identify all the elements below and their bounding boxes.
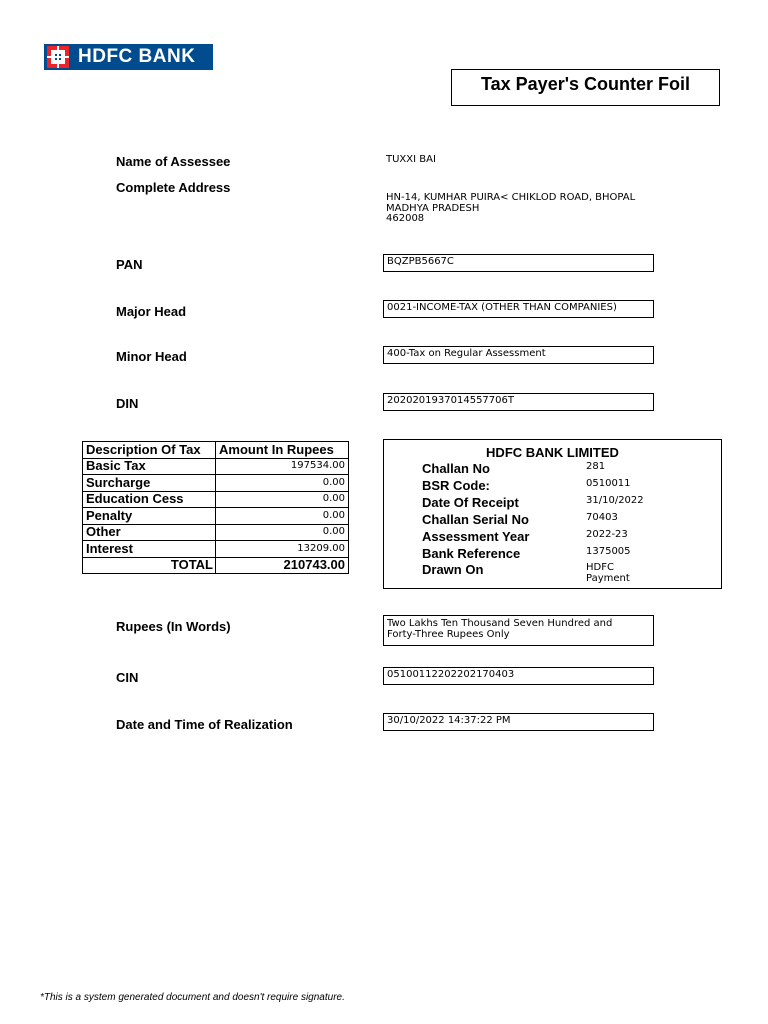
bank-row-challan-no	[422, 461, 722, 478]
drawn-on-line: HDFC	[586, 562, 614, 573]
table-row	[83, 475, 349, 492]
bank-row-label: Challan Serial No	[422, 512, 529, 527]
bank-row-value: 31/10/2022	[586, 495, 644, 506]
assessee-value: TUXXI BAI	[386, 154, 436, 165]
tax-label: Other	[83, 524, 216, 541]
address-label: Complete Address	[116, 180, 231, 195]
counter-foil-title-box	[451, 69, 720, 106]
table-total-row	[83, 557, 349, 574]
cin-value: 05100112202202170403	[383, 667, 654, 685]
tax-amount: 0.00	[216, 491, 349, 508]
cin-label: CIN	[116, 670, 139, 685]
table-header-row	[83, 442, 349, 459]
tax-amount: 0.00	[216, 475, 349, 492]
tax-table	[82, 441, 349, 574]
din-value: 2020201937014557706T	[383, 393, 654, 411]
tax-label: Education Cess	[83, 491, 216, 508]
bank-row-drawn-on	[422, 562, 722, 588]
pan-value: BQZPB5667C	[383, 254, 654, 272]
assessee-label: Name of Assessee	[116, 154, 231, 169]
tax-label: Interest	[83, 541, 216, 558]
major-head-value: 0021-INCOME-TAX (OTHER THAN COMPANIES)	[383, 300, 654, 318]
tax-amount: 0.00	[216, 508, 349, 525]
rupees-words-line: Two Lakhs Ten Thousand Seven Hundred and	[387, 618, 613, 629]
table-row	[83, 524, 349, 541]
tax-label: Basic Tax	[83, 458, 216, 475]
bank-row-value: 0510011	[586, 478, 631, 489]
bank-row-challan-serial	[422, 512, 722, 529]
address-line: HN-14, KUMHAR PUIRA< CHIKLOD ROAD, BHOPAL	[386, 192, 636, 203]
realization-value: 30/10/2022 14:37:22 PM	[383, 713, 654, 731]
bank-row-bsr-code	[422, 478, 722, 495]
bank-row-value: 1375005	[586, 546, 631, 557]
bank-row-label: Challan No	[422, 461, 490, 476]
minor-head-label: Minor Head	[116, 349, 187, 364]
table-row	[83, 491, 349, 508]
hdfc-logo-icon	[47, 46, 69, 68]
rupees-words-value	[383, 615, 654, 646]
table-row	[83, 508, 349, 525]
rupees-words-line: Forty-Three Rupees Only	[387, 629, 510, 640]
table-row	[83, 541, 349, 558]
pan-label: PAN	[116, 257, 143, 272]
hdfc-logo	[44, 44, 213, 70]
address-line: 462008	[386, 213, 425, 224]
bank-row-label: Assessment Year	[422, 529, 530, 544]
bank-row-label: BSR Code:	[422, 478, 490, 493]
logo-text: HDFC BANK	[78, 46, 196, 67]
tax-amount: 197534.00	[216, 458, 349, 475]
total-amount: 210743.00	[216, 557, 349, 574]
bank-row-value: 70403	[586, 512, 618, 523]
bank-row-label: Date Of Receipt	[422, 495, 519, 510]
header-description: Description Of Tax	[83, 442, 216, 459]
tax-label: Surcharge	[83, 475, 216, 492]
bank-row-date-of-receipt	[422, 495, 722, 512]
counter-foil-title: Tax Payer's Counter Foil	[480, 74, 690, 94]
tax-amount: 13209.00	[216, 541, 349, 558]
din-label: DIN	[116, 396, 139, 411]
bank-row-bank-reference	[422, 546, 722, 563]
tax-amount: 0.00	[216, 524, 349, 541]
bank-row-value: 2022-23	[586, 529, 628, 540]
header-amount: Amount In Rupees	[216, 442, 349, 459]
minor-head-value: 400-Tax on Regular Assessment	[383, 346, 654, 364]
bank-details-box	[383, 439, 722, 589]
bank-row-label: Drawn On	[422, 562, 484, 577]
bank-row-label: Bank Reference	[422, 546, 521, 561]
bank-row-assessment-year	[422, 529, 722, 546]
rupees-words-label: Rupees (In Words)	[116, 619, 231, 634]
bank-title: HDFC BANK LIMITED	[486, 445, 619, 460]
major-head-label: Major Head	[116, 304, 187, 319]
table-row	[83, 458, 349, 475]
footer-note: *This is a system generated document and doesn't require signature.	[40, 992, 345, 1003]
total-label: TOTAL	[83, 557, 216, 574]
bank-row-value: 281	[586, 461, 606, 472]
bank-row-value	[586, 562, 630, 584]
tax-label: Penalty	[83, 508, 216, 525]
address-line: MADHYA PRADESH	[386, 202, 480, 214]
realization-label: Date and Time of Realization	[116, 717, 293, 732]
drawn-on-line: Payment	[586, 573, 630, 584]
address-value	[386, 193, 635, 225]
